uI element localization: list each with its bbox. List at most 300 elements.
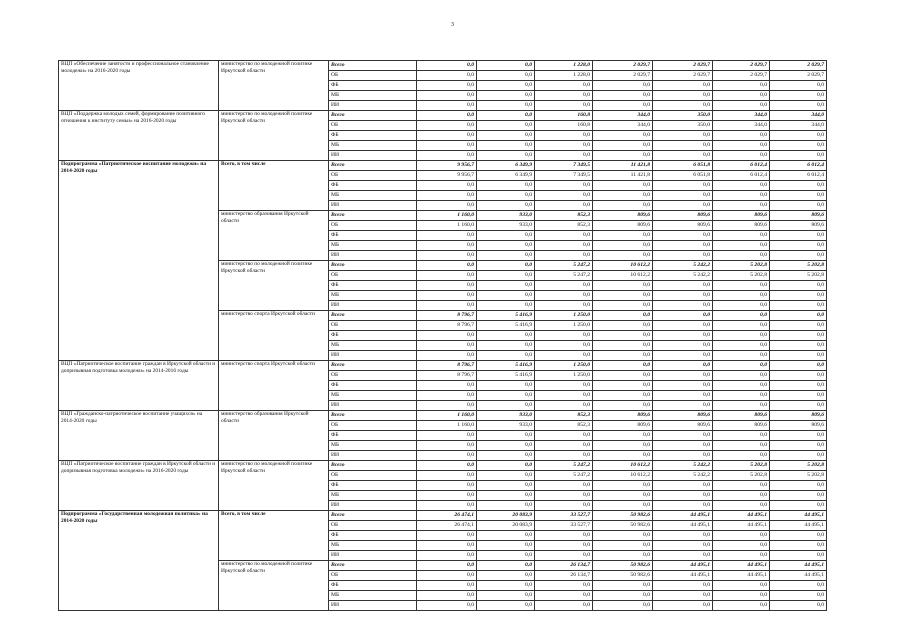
responsible-executor: Всего, в том числе [219, 161, 329, 211]
amount-cell: 0,0 [653, 231, 713, 241]
amount-cell: 344,0 [770, 121, 827, 131]
amount-cell: 1 228,0 [535, 61, 593, 71]
amount-cell: 0,0 [417, 501, 477, 511]
amount-cell: 0,0 [477, 401, 535, 411]
amount-cell: 0,0 [417, 141, 477, 151]
amount-cell: 44 495,1 [653, 521, 713, 531]
amount-cell: 0,0 [713, 431, 770, 441]
amount-cell: 0,0 [653, 191, 713, 201]
amount-cell: 0,0 [535, 601, 593, 611]
amount-cell: 0,0 [593, 591, 653, 601]
funding-source: ФБ [329, 381, 417, 391]
amount-cell: 933,0 [477, 411, 535, 421]
amount-cell: 0,0 [713, 301, 770, 311]
amount-cell: 344,0 [593, 111, 653, 121]
amount-cell: 0,0 [417, 561, 477, 571]
program-name: ВЦП «Патриотическое воспитание граждан в Иркутской области и допризывная подготовка молодежи» на 2016-2020 годы [59, 461, 219, 511]
amount-cell: 0,0 [417, 551, 477, 561]
amount-cell: 5 247,2 [535, 461, 593, 471]
amount-cell: 0,0 [713, 321, 770, 331]
amount-cell: 0,0 [713, 81, 770, 91]
amount-cell: 0,0 [713, 131, 770, 141]
amount-cell: 0,0 [535, 431, 593, 441]
funding-source: Всего [329, 261, 417, 271]
amount-cell: 6 349,9 [477, 171, 535, 181]
amount-cell: 809,6 [653, 221, 713, 231]
amount-cell: 0,0 [713, 291, 770, 301]
amount-cell: 5 202,8 [770, 461, 827, 471]
amount-cell: 0,0 [653, 581, 713, 591]
amount-cell: 0,0 [535, 241, 593, 251]
amount-cell: 0,0 [593, 291, 653, 301]
amount-cell: 1 250,0 [535, 321, 593, 331]
amount-cell: 0,0 [477, 331, 535, 341]
amount-cell: 1 250,0 [535, 371, 593, 381]
amount-cell: 0,0 [477, 251, 535, 261]
amount-cell: 0,0 [477, 601, 535, 611]
amount-cell: 0,0 [477, 381, 535, 391]
amount-cell: 11 421,8 [593, 171, 653, 181]
amount-cell: 5 242,2 [653, 461, 713, 471]
amount-cell: 0,0 [713, 251, 770, 261]
funding-source: ФБ [329, 581, 417, 591]
funding-source: МБ [329, 491, 417, 501]
amount-cell: 0,0 [477, 461, 535, 471]
amount-cell: 0,0 [653, 321, 713, 331]
amount-cell: 0,0 [535, 551, 593, 561]
funding-source: МБ [329, 591, 417, 601]
funding-source: ИИ [329, 201, 417, 211]
amount-cell: 0,0 [417, 121, 477, 131]
table-row [59, 161, 827, 171]
amount-cell: 0,0 [535, 101, 593, 111]
amount-cell: 160,8 [535, 111, 593, 121]
amount-cell: 0,0 [713, 231, 770, 241]
funding-source: ОБ [329, 571, 417, 581]
amount-cell: 809,6 [713, 211, 770, 221]
amount-cell: 350,0 [653, 111, 713, 121]
amount-cell: 0,0 [713, 601, 770, 611]
amount-cell: 0,0 [417, 431, 477, 441]
amount-cell: 0,0 [417, 131, 477, 141]
amount-cell: 0,0 [653, 551, 713, 561]
amount-cell: 809,6 [770, 411, 827, 421]
funding-source: ИИ [329, 351, 417, 361]
amount-cell: 1 160,0 [417, 221, 477, 231]
amount-cell: 809,6 [593, 411, 653, 421]
amount-cell: 0,0 [770, 151, 827, 161]
program-name: ВЦП «Поддержка молодых семей, формирование позитивного отношения к институту семьи» на 2016-2020 годы [59, 111, 219, 161]
amount-cell: 0,0 [593, 81, 653, 91]
amount-cell: 0,0 [535, 301, 593, 311]
funding-source: МБ [329, 141, 417, 151]
amount-cell: 0,0 [770, 141, 827, 151]
amount-cell: 0,0 [417, 541, 477, 551]
responsible-executor: министерство спорта Иркутской области [219, 361, 329, 411]
program-name: ВЦП «Обеспечение занятости и профессиональное становление молодежи» на 2016-2020 годы [59, 61, 219, 111]
amount-cell: 0,0 [713, 191, 770, 201]
amount-cell: 44 495,1 [653, 561, 713, 571]
amount-cell: 0,0 [713, 91, 770, 101]
amount-cell: 0,0 [477, 291, 535, 301]
amount-cell: 2 029,7 [770, 61, 827, 71]
amount-cell: 0,0 [477, 141, 535, 151]
amount-cell: 44 495,1 [713, 561, 770, 571]
amount-cell: 0,0 [713, 311, 770, 321]
amount-cell: 0,0 [653, 91, 713, 101]
amount-cell: 5 202,8 [713, 461, 770, 471]
amount-cell: 0,0 [417, 181, 477, 191]
responsible-executor: министерство спорта Иркутской области [219, 311, 329, 361]
amount-cell: 5 242,2 [653, 261, 713, 271]
amount-cell: 809,6 [770, 221, 827, 231]
amount-cell: 0,0 [535, 451, 593, 461]
amount-cell: 10 612,2 [593, 461, 653, 471]
amount-cell: 0,0 [653, 381, 713, 391]
amount-cell: 8 796,7 [417, 311, 477, 321]
amount-cell: 0,0 [417, 61, 477, 71]
amount-cell: 0,0 [477, 191, 535, 201]
amount-cell: 0,0 [653, 361, 713, 371]
amount-cell: 10 612,2 [593, 471, 653, 481]
amount-cell: 344,0 [713, 111, 770, 121]
funding-source: Всего [329, 561, 417, 571]
funding-source: ФБ [329, 281, 417, 291]
amount-cell: 0,0 [593, 601, 653, 611]
funding-source: ФБ [329, 431, 417, 441]
amount-cell: 44 495,1 [770, 511, 827, 521]
amount-cell: 0,0 [770, 481, 827, 491]
amount-cell: 7 349,5 [535, 171, 593, 181]
amount-cell: 0,0 [535, 541, 593, 551]
amount-cell: 0,0 [477, 351, 535, 361]
amount-cell: 0,0 [477, 81, 535, 91]
amount-cell: 0,0 [713, 381, 770, 391]
funding-source: ОБ [329, 321, 417, 331]
amount-cell: 8 796,7 [417, 321, 477, 331]
amount-cell: 0,0 [417, 601, 477, 611]
amount-cell: 0,0 [770, 441, 827, 451]
amount-cell: 0,0 [713, 371, 770, 381]
amount-cell: 344,0 [713, 121, 770, 131]
amount-cell: 0,0 [593, 201, 653, 211]
amount-cell: 5 247,2 [535, 471, 593, 481]
amount-cell: 0,0 [417, 291, 477, 301]
amount-cell: 0,0 [770, 541, 827, 551]
funding-source: МБ [329, 541, 417, 551]
funding-source: ОБ [329, 121, 417, 131]
funding-source: ФБ [329, 231, 417, 241]
amount-cell: 0,0 [770, 601, 827, 611]
amount-cell: 0,0 [535, 441, 593, 451]
amount-cell: 0,0 [593, 401, 653, 411]
amount-cell: 0,0 [417, 401, 477, 411]
amount-cell: 0,0 [477, 261, 535, 271]
amount-cell: 0,0 [477, 201, 535, 211]
amount-cell: 0,0 [535, 181, 593, 191]
amount-cell: 809,6 [593, 211, 653, 221]
amount-cell: 0,0 [653, 451, 713, 461]
amount-cell: 0,0 [713, 531, 770, 541]
amount-cell: 0,0 [770, 491, 827, 501]
funding-source: МБ [329, 291, 417, 301]
amount-cell: 0,0 [653, 401, 713, 411]
amount-cell: 0,0 [770, 371, 827, 381]
amount-cell: 1 160,0 [417, 211, 477, 221]
amount-cell: 5 202,8 [713, 471, 770, 481]
amount-cell: 0,0 [477, 501, 535, 511]
amount-cell: 0,0 [535, 281, 593, 291]
amount-cell: 0,0 [477, 91, 535, 101]
amount-cell: 0,0 [770, 291, 827, 301]
amount-cell: 0,0 [653, 601, 713, 611]
amount-cell: 0,0 [653, 141, 713, 151]
amount-cell: 0,0 [593, 151, 653, 161]
funding-source: МБ [329, 391, 417, 401]
amount-cell: 0,0 [653, 491, 713, 501]
amount-cell: 26 474,1 [417, 521, 477, 531]
amount-cell: 0,0 [653, 181, 713, 191]
funding-source: Всего [329, 411, 417, 421]
amount-cell: 809,6 [713, 221, 770, 231]
funding-source: ФБ [329, 81, 417, 91]
amount-cell: 0,0 [417, 331, 477, 341]
amount-cell: 0,0 [653, 371, 713, 381]
amount-cell: 6 349,9 [477, 161, 535, 171]
amount-cell: 0,0 [535, 531, 593, 541]
amount-cell: 7 349,5 [535, 161, 593, 171]
amount-cell: 0,0 [417, 241, 477, 251]
amount-cell: 0,0 [653, 201, 713, 211]
amount-cell: 0,0 [477, 151, 535, 161]
amount-cell: 0,0 [477, 571, 535, 581]
amount-cell: 0,0 [770, 591, 827, 601]
funding-source: Всего [329, 361, 417, 371]
amount-cell: 0,0 [417, 581, 477, 591]
amount-cell: 0,0 [477, 111, 535, 121]
amount-cell: 0,0 [417, 341, 477, 351]
responsible-executor: Всего, в том числе [219, 511, 329, 561]
amount-cell: 0,0 [593, 531, 653, 541]
funding-source: ИИ [329, 151, 417, 161]
amount-cell: 0,0 [417, 531, 477, 541]
program-name: Подпрограмма «Патриотическое воспитание молодежи» на 2014-2020 годы [59, 161, 219, 361]
amount-cell: 0,0 [477, 341, 535, 351]
amount-cell: 0,0 [417, 151, 477, 161]
amount-cell: 0,0 [417, 71, 477, 81]
amount-cell: 0,0 [770, 191, 827, 201]
amount-cell: 1 228,0 [535, 71, 593, 81]
amount-cell: 50 982,6 [593, 521, 653, 531]
amount-cell: 0,0 [477, 271, 535, 281]
amount-cell: 344,0 [770, 111, 827, 121]
amount-cell: 0,0 [770, 311, 827, 321]
amount-cell: 50 982,6 [593, 561, 653, 571]
amount-cell: 0,0 [535, 501, 593, 511]
amount-cell: 20 083,9 [477, 511, 535, 521]
amount-cell: 0,0 [417, 591, 477, 601]
amount-cell: 0,0 [477, 121, 535, 131]
amount-cell: 0,0 [477, 551, 535, 561]
table-row [59, 361, 827, 371]
program-name: ВЦП «Гражданско-патриотическое воспитание учащихся» на 2014-2020 годы [59, 411, 219, 461]
amount-cell: 0,0 [713, 201, 770, 211]
amount-cell: 0,0 [417, 251, 477, 261]
amount-cell: 0,0 [593, 451, 653, 461]
amount-cell: 0,0 [653, 481, 713, 491]
amount-cell: 0,0 [417, 391, 477, 401]
funding-source: ФБ [329, 181, 417, 191]
amount-cell: 0,0 [477, 301, 535, 311]
amount-cell: 44 495,1 [653, 511, 713, 521]
amount-cell: 0,0 [535, 381, 593, 391]
amount-cell: 0,0 [770, 501, 827, 511]
amount-cell: 8 796,7 [417, 371, 477, 381]
amount-cell: 5 202,8 [770, 271, 827, 281]
amount-cell: 6 051,8 [653, 161, 713, 171]
amount-cell: 0,0 [593, 191, 653, 201]
funding-source: Всего [329, 111, 417, 121]
amount-cell: 0,0 [653, 591, 713, 601]
amount-cell: 933,0 [477, 421, 535, 431]
amount-cell: 0,0 [713, 101, 770, 111]
amount-cell: 0,0 [417, 261, 477, 271]
amount-cell: 0,0 [653, 301, 713, 311]
funding-source: ОБ [329, 171, 417, 181]
amount-cell: 0,0 [593, 281, 653, 291]
table-row [59, 411, 827, 421]
amount-cell: 0,0 [713, 401, 770, 411]
amount-cell: 809,6 [770, 421, 827, 431]
amount-cell: 0,0 [477, 441, 535, 451]
amount-cell: 0,0 [535, 341, 593, 351]
amount-cell: 0,0 [713, 181, 770, 191]
amount-cell: 0,0 [713, 241, 770, 251]
amount-cell: 5 416,9 [477, 311, 535, 321]
amount-cell: 0,0 [770, 301, 827, 311]
amount-cell: 0,0 [653, 541, 713, 551]
amount-cell: 0,0 [770, 451, 827, 461]
amount-cell: 852,3 [535, 221, 593, 231]
amount-cell: 6 012,4 [713, 161, 770, 171]
funding-source: ОБ [329, 221, 417, 231]
amount-cell: 0,0 [770, 401, 827, 411]
amount-cell: 0,0 [713, 391, 770, 401]
amount-cell: 809,6 [770, 211, 827, 221]
amount-cell: 0,0 [535, 481, 593, 491]
amount-cell: 0,0 [593, 441, 653, 451]
funding-source: ФБ [329, 131, 417, 141]
amount-cell: 0,0 [535, 491, 593, 501]
funding-source: ФБ [329, 531, 417, 541]
amount-cell: 0,0 [593, 131, 653, 141]
amount-cell: 33 527,7 [535, 521, 593, 531]
amount-cell: 0,0 [653, 351, 713, 361]
amount-cell: 2 029,7 [770, 71, 827, 81]
amount-cell: 0,0 [477, 451, 535, 461]
amount-cell: 9 956,7 [417, 161, 477, 171]
amount-cell: 5 202,8 [770, 471, 827, 481]
amount-cell: 0,0 [770, 391, 827, 401]
amount-cell: 0,0 [477, 231, 535, 241]
amount-cell: 0,0 [713, 141, 770, 151]
amount-cell: 0,0 [477, 181, 535, 191]
amount-cell: 1 250,0 [535, 311, 593, 321]
funding-source: ОБ [329, 471, 417, 481]
amount-cell: 0,0 [653, 331, 713, 341]
responsible-executor: министерство по молодежной политике Иркутской области [219, 111, 329, 161]
table-row [59, 61, 827, 71]
amount-cell: 0,0 [770, 321, 827, 331]
amount-cell: 0,0 [535, 351, 593, 361]
responsible-executor: министерство по молодежной политике Иркутской области [219, 261, 329, 311]
amount-cell: 0,0 [770, 131, 827, 141]
amount-cell: 0,0 [593, 231, 653, 241]
amount-cell: 0,0 [653, 291, 713, 301]
amount-cell: 0,0 [535, 231, 593, 241]
amount-cell: 0,0 [477, 101, 535, 111]
amount-cell: 44 495,1 [713, 571, 770, 581]
amount-cell: 0,0 [593, 251, 653, 261]
amount-cell: 0,0 [593, 501, 653, 511]
amount-cell: 2 029,7 [713, 71, 770, 81]
amount-cell: 8 796,7 [417, 361, 477, 371]
amount-cell: 0,0 [770, 281, 827, 291]
amount-cell: 1 250,0 [535, 361, 593, 371]
amount-cell: 0,0 [593, 91, 653, 101]
amount-cell: 0,0 [713, 481, 770, 491]
amount-cell: 0,0 [593, 541, 653, 551]
funding-source: Всего [329, 511, 417, 521]
amount-cell: 44 495,1 [770, 521, 827, 531]
amount-cell: 0,0 [417, 461, 477, 471]
amount-cell: 0,0 [535, 191, 593, 201]
amount-cell: 933,0 [477, 221, 535, 231]
amount-cell: 0,0 [770, 241, 827, 251]
amount-cell: 344,0 [593, 121, 653, 131]
amount-cell: 0,0 [653, 441, 713, 451]
amount-cell: 0,0 [593, 331, 653, 341]
responsible-executor: министерство по молодежной политике Иркутской области [219, 61, 329, 111]
table-row [59, 111, 827, 121]
amount-cell: 0,0 [713, 351, 770, 361]
amount-cell: 0,0 [593, 381, 653, 391]
amount-cell: 0,0 [593, 351, 653, 361]
amount-cell: 0,0 [770, 531, 827, 541]
amount-cell: 0,0 [770, 91, 827, 101]
amount-cell: 6 051,8 [653, 171, 713, 181]
funding-source: ИИ [329, 101, 417, 111]
amount-cell: 0,0 [770, 81, 827, 91]
amount-cell: 809,6 [653, 211, 713, 221]
funding-source: Всего [329, 461, 417, 471]
amount-cell: 0,0 [770, 381, 827, 391]
amount-cell: 0,0 [593, 311, 653, 321]
amount-cell: 20 083,9 [477, 521, 535, 531]
program-name: Подпрограмма «Государственная молодежная политика» на 2014-2020 годы [59, 511, 219, 611]
amount-cell: 0,0 [593, 491, 653, 501]
amount-cell: 0,0 [593, 431, 653, 441]
amount-cell: 0,0 [653, 501, 713, 511]
amount-cell: 0,0 [477, 241, 535, 251]
amount-cell: 0,0 [593, 321, 653, 331]
amount-cell: 2 029,7 [593, 61, 653, 71]
amount-cell: 0,0 [417, 301, 477, 311]
amount-cell: 0,0 [653, 281, 713, 291]
amount-cell: 0,0 [417, 471, 477, 481]
amount-cell: 0,0 [593, 551, 653, 561]
amount-cell: 0,0 [535, 131, 593, 141]
